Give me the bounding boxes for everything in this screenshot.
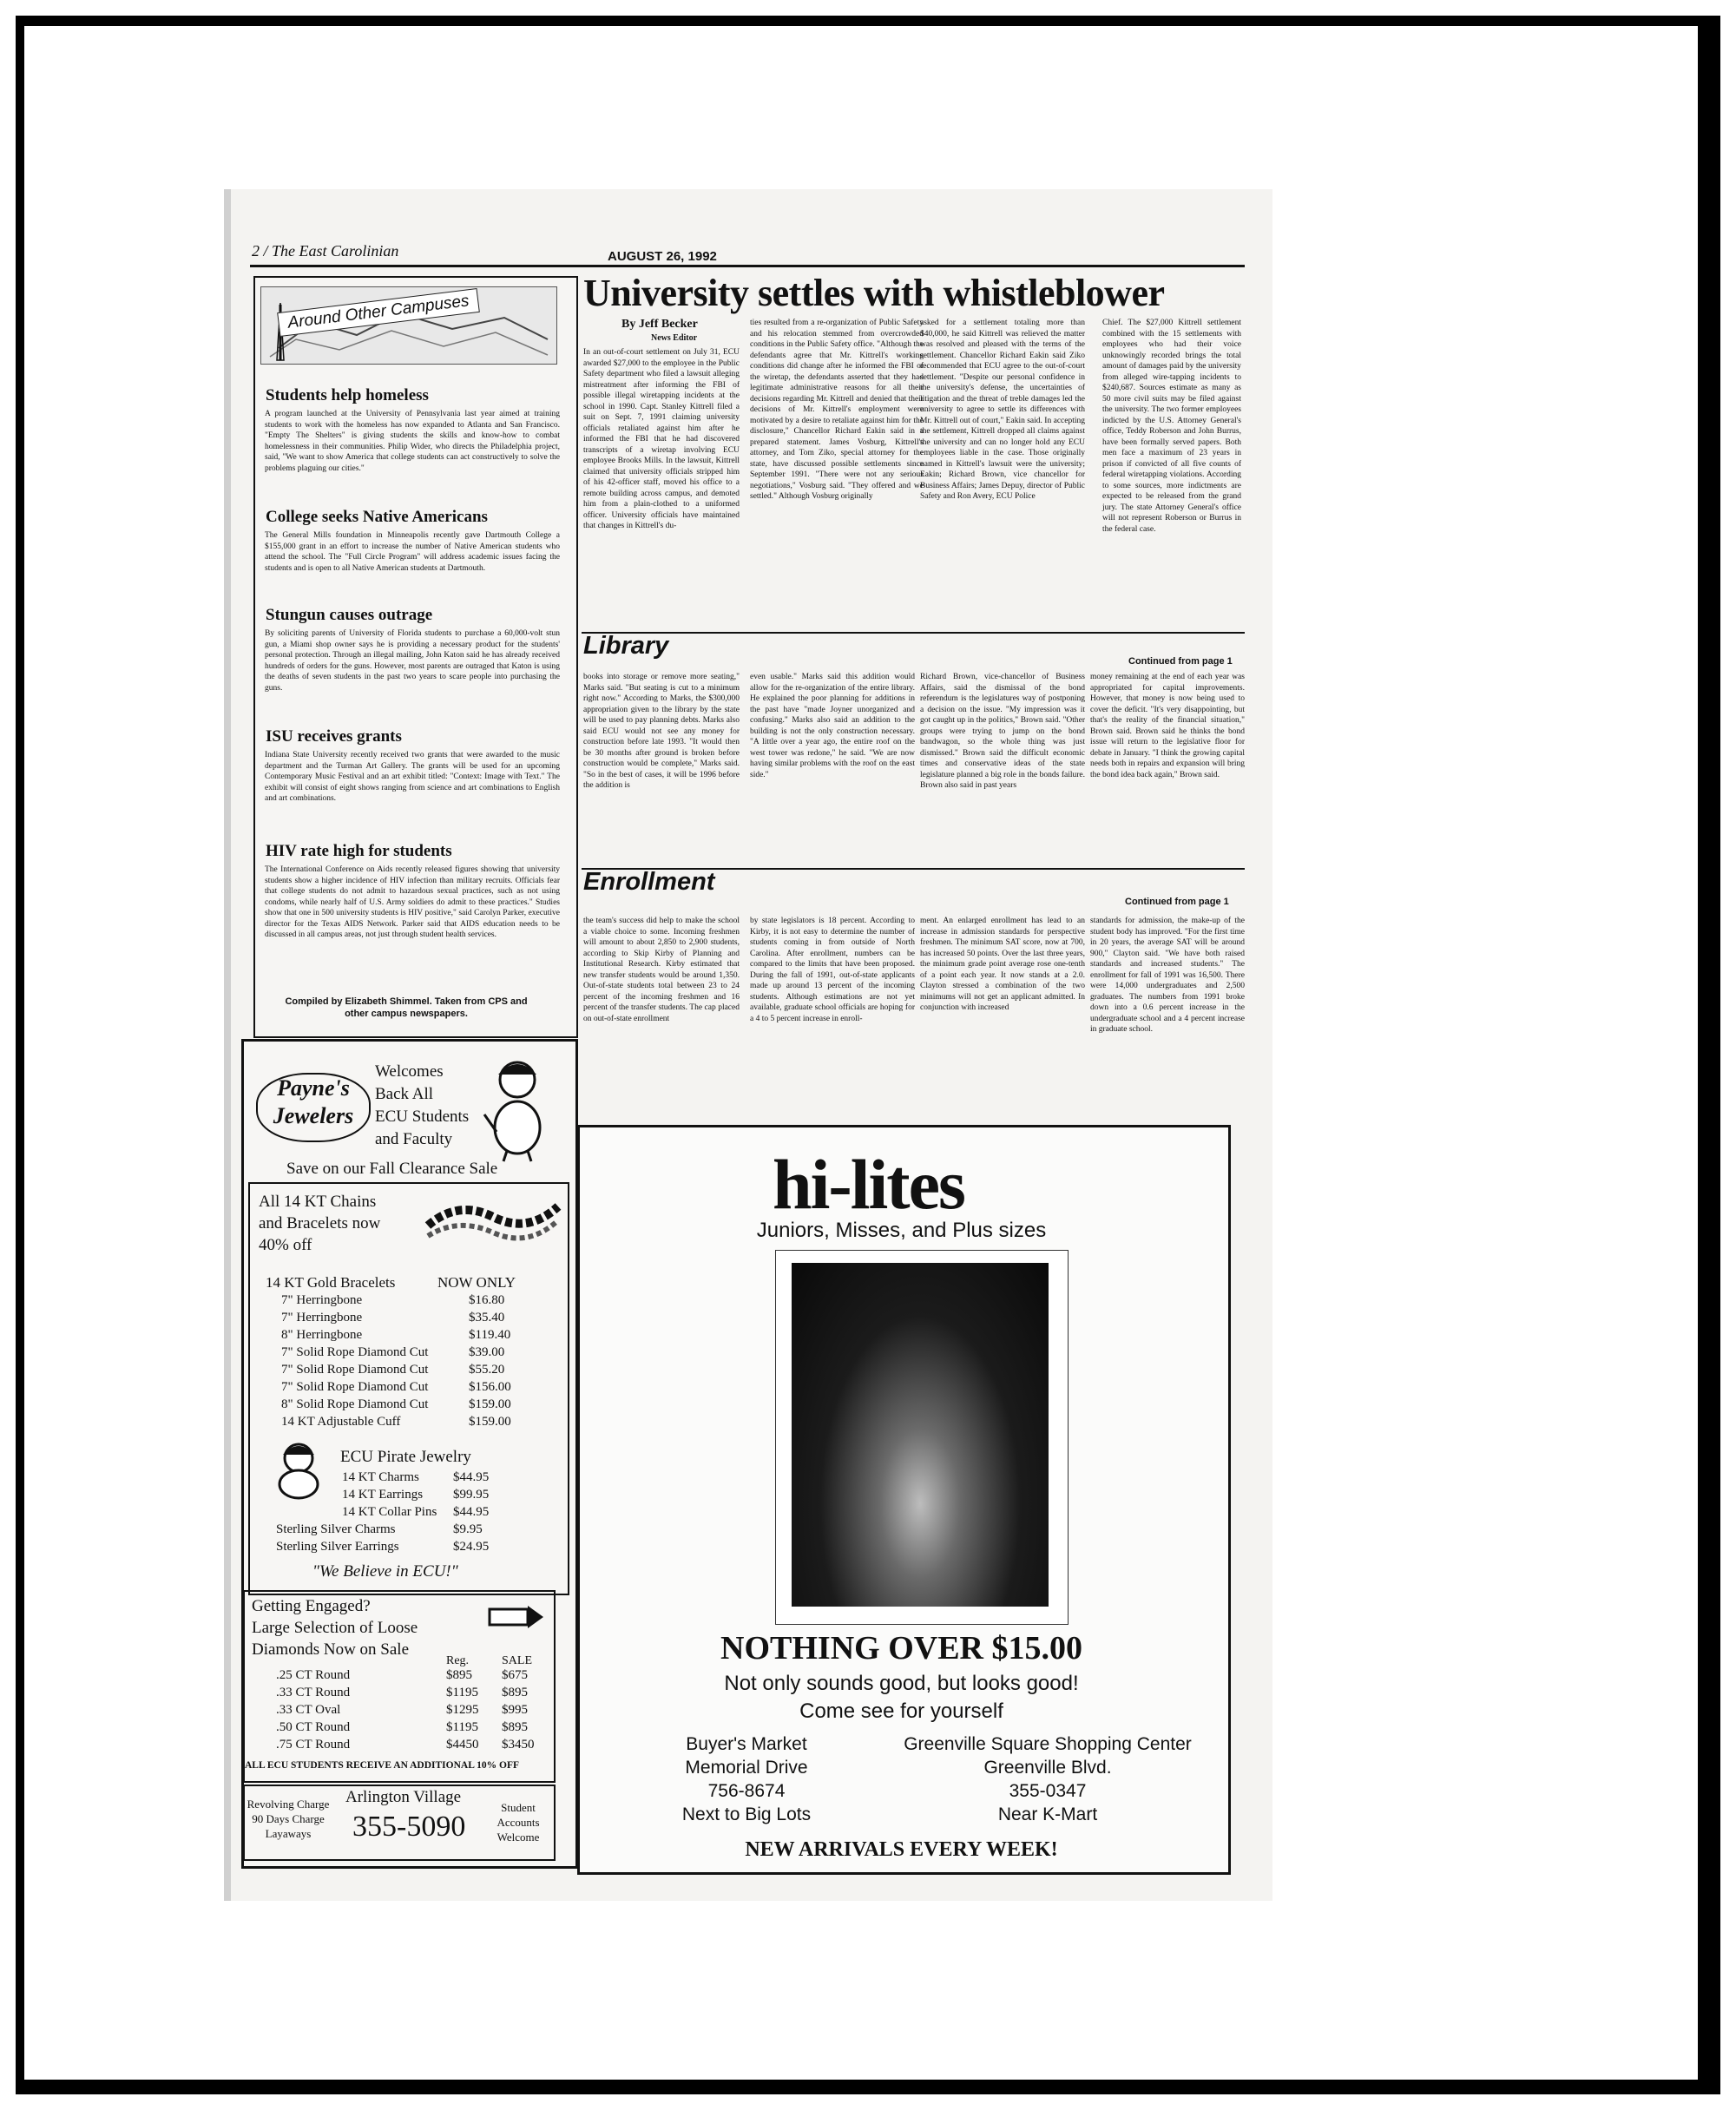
article-column: In an out-of-court settlement on July 31, ECU awarded $27,000 to the employee in the Public Safety department who filed a lawsuit alleging mistreatment after informing the FBI of possible illegal wiretapping incidents at the school in 1990. Capt. Stanley Kittrell filed a suit on Sept. 7, 1991 claiming university officials retaliated against him after he informed the FBI that he had discovered transcripts of a wiretap involving ECU employee Brooks Mills. In the lawsuit, Kittrell claimed that university officials stripped him of his 42-officer staff, moved his office to a remote building across campus, and demoted him from a plain-clothed to a uniformed officer. University officials have maintained that changes in Kittrell's du- — [583, 348, 740, 530]
location-line: 756-8674 — [707, 1781, 786, 1801]
header-rule — [250, 265, 1245, 267]
sidebar-credit: Compiled by Elizabeth Shimmel. Taken from CPS and other campus newspapers. — [285, 996, 528, 1019]
article-column: asked for a settlement totaling more than $40,000, he said Kittrell was relieved the matter was resolved and pleased with the terms of the settlement. Chancellor Richard Eakin said Ziko recommended that ECU agree to the out-of-court settlement. "Despite our personal confidence in the university's defense, the uncertainties of litigation and the threat of treble damages led the university to agree to settle its differences with Mr. Kittrell out of court," Eakin said. In accepting the settlement, Kittrell dropped all claims against the university and can no longer hold any ECU employees liable in the case. Those originally named in Kittrell's lawsuit were the university; Eakin; Richard Brown, vice chancellor for Business Affairs; James Depuy, director of Public Safety and Ron Avery, ECU Police — [920, 319, 1085, 501]
article-column: ties resulted from a re-organization of Public Safety and his relocation stemmed from overcrowded conditions in the Public Safety office. "Although the defendants agree that Mr. Kittrell's working conditions did change after he informed the FBI of the wiretap, the defendants asserted that they had legitimate administrative reasons for all their decisions regarding Mr. Kittrell and denied that their decisions of Mr. Kittrell's employment were motivated by a desire to retaliate against him for the disclosure," Chancellor Richard Eakin said in a prepared statement. James Vosburg, Kittrell's attorney, and Tom Ziko, special attorney for the state, have discussed possible settlements since September 1991. "There were not any serious negotiations," Vosburg said. "They offered and we settled." Although Vosburg originally — [750, 319, 924, 501]
diamond-item: .33 CT Round — [276, 1686, 351, 1699]
pirate-item: Sterling Silver Earrings — [276, 1540, 399, 1554]
chains-line: and Bracelets now — [259, 1214, 381, 1232]
bracelet-price: $35.40 — [469, 1311, 505, 1325]
enrollment-title: Enrollment — [583, 868, 715, 896]
buyers-market-location — [642, 1732, 851, 1826]
diamond-reg: $1195 — [446, 1686, 478, 1699]
bracelet-price: $16.80 — [469, 1293, 505, 1307]
chains-offer — [259, 1191, 380, 1256]
chains-line: All 14 KT Chains — [259, 1193, 377, 1211]
sale-column-label: SALE — [502, 1654, 532, 1667]
pirate-jewelry-heading: ECU Pirate Jewelry — [340, 1448, 471, 1466]
enrollment-column: by state legislators is 18 percent. According to Kirby, it is not easy to determine the number of students coming in from outside of North Carolina. After enrollment, numbers can be compared to the limits that have been proposed. During the fall of 1991, out-of-state applicants made up around 13 percent of the incoming students. Although estimations are not yet available, graduate school officials are hoping for a 4 to 5 percent increase in enroll- — [750, 917, 915, 1023]
student-discount: ALL ECU STUDENTS RECEIVE AN ADDITIONAL 10% OFF — [245, 1760, 519, 1771]
sidebar-headline: HIV rate high for students — [266, 842, 452, 860]
hilites-invite: Come see for yourself — [799, 1699, 1003, 1723]
sidebar-story: Indiana State University recently received two grants that were awarded to the music department and the Turman Art Gallery. The grants will be used for an upcoming Contemporary Music Festival and an art exhibit titled: "Context: Image with Text." The exhibit will consist of eight shows ranging from science and art combinations to English and art combinations. — [265, 751, 560, 803]
reg-column-label: Reg. — [446, 1654, 470, 1667]
article-byline-role: News Editor — [651, 333, 698, 343]
hilites-sizes: Juniors, Misses, and Plus sizes — [756, 1219, 1047, 1242]
pirate-price: $9.95 — [453, 1522, 483, 1536]
location-line: Near K-Mart — [997, 1804, 1098, 1824]
location-line: Greenville Blvd. — [983, 1758, 1112, 1778]
pirate-price: $24.95 — [453, 1540, 490, 1554]
store-phone: 355-5090 — [352, 1811, 466, 1843]
welcome-line: ECU Students — [375, 1108, 470, 1126]
charge-line: 90 Days Charge — [252, 1812, 325, 1825]
hilites-tagline: Not only sounds good, but looks good! — [724, 1672, 1079, 1695]
bracelet-price: $156.00 — [469, 1380, 511, 1394]
bracelet-item: 8" Herringbone — [281, 1328, 363, 1342]
pirate-price: $99.95 — [453, 1488, 490, 1502]
chains-line: 40% off — [259, 1236, 312, 1254]
diamond-item: .75 CT Round — [276, 1738, 351, 1752]
bracelet-item: 7" Solid Rope Diamond Cut — [281, 1380, 429, 1394]
enrollment-continued: Continued from page 1 — [1125, 897, 1229, 907]
sidebar-story: By soliciting parents of University of Florida students to purchase a 60,000-volt stun gun, a Miami shop owner says he is providing a necessary product for the students' personal protection. Through an illegal mailing, John Katon said he has already received hundreds of orders for the guns. However, most parents are outraged that Katon is using the deaths of seven students in the past two years to scare people into purchasing the guns. — [265, 629, 560, 693]
student-accounts — [488, 1800, 549, 1844]
library-column: money remaining at the end of each year was appropriated for capital improvements. However, that money is now being used to cover the deficit. "It's very disappointing, but that's the reality of the financial situation," Brown said. Brown said he thinks the bond issue will return to the legislative floor for debate in January. "I think the growing capital needs both in repairs and expansion will bring the bond idea back again," Brown said. — [1090, 673, 1245, 779]
accounts-line: Student — [501, 1801, 536, 1814]
paynes-logo: Payne's Jewelers — [256, 1073, 371, 1142]
bracelet-price: $39.00 — [469, 1345, 505, 1359]
hilites-logo: hi-lites — [773, 1145, 964, 1224]
paynes-sale: Save on our Fall Clearance Sale — [286, 1160, 498, 1178]
article-byline: By Jeff Becker — [621, 318, 698, 331]
diamond-item: .33 CT Oval — [276, 1703, 341, 1717]
gold-chain-icon — [424, 1191, 562, 1252]
campus-banner-title: Around Other Campuses — [277, 288, 480, 337]
pirate-item: 14 KT Charms — [342, 1470, 419, 1484]
bracelet-item: 8" Solid Rope Diamond Cut — [281, 1397, 429, 1411]
diamond-reg: $4450 — [446, 1738, 479, 1752]
engaged-line: Diamonds Now on Sale — [252, 1640, 410, 1659]
article-column: Chief. The $27,000 Kittrell settlement combined with the 15 settlements with employees who had their voice unknowingly recorded brings the total amount of damages paid by the university from alleged wire-tapping incidents to $240,687. Sources estimate as many as 50 more civil suits may be filed against the university. The two former employees indicted by the U.S. Attorney General's office, Teddy Roberson and John Burrus, have been formally served papers. Both men face a maximum of 23 years in prison if convicted of all five counts of federal wiretapping violations. According to some sources, more indictments are expected to be released from the grand jury. The state Attorney General's office will not represent Roberson or Burrus in the federal case. — [1102, 319, 1241, 534]
sidebar-story: A program launched at the University of Pennsylvania last year aimed at training students to work with the homeless has now expanded to Atlanta and San Francisco. "Empty The Shelters" is giving students the skills and know-how to combat homelessness in their communities. Philip Wider, who directs the Philadelphia project, said, "We want to show America that college students can act constructively to solve the problems plaguing our cities." — [265, 410, 560, 473]
pirate-mascot-icon — [266, 1439, 333, 1500]
welcome-line: Welcomes — [375, 1062, 444, 1081]
bracelet-price: $159.00 — [469, 1397, 511, 1411]
pirate-item: 14 KT Collar Pins — [342, 1505, 437, 1519]
engaged-offer — [252, 1595, 418, 1660]
charge-options — [247, 1797, 330, 1841]
accounts-line: Accounts — [496, 1816, 540, 1829]
paynes-slogan: "We Believe in ECU!" — [312, 1562, 458, 1581]
sidebar-headline: Students help homeless — [266, 386, 429, 404]
diamond-sale: $3450 — [502, 1738, 535, 1752]
engaged-line: Getting Engaged? — [252, 1597, 371, 1615]
enrollment-column: standards for admission, the make-up of the student body has improved. "For the first time in 20 years, the average SAT will be around 900," Clayton said. "We have both raised standards and increased students." The enrollment for fall of 1991 was 16,500. There were 14,000 undergraduates and 2,500 graduates. The numbers from 1991 broke down into a 0.6 percent increase in the undergraduate school and a 4 percent increase in graduate school. — [1090, 917, 1245, 1034]
page-header — [252, 242, 398, 260]
library-column: Richard Brown, vice-chancellor of Business Affairs, said the dismissal of the bond referendum is the legislatures way of postponing a decision on the issue. "My impression was it got caught up in the politics," Brown said. "Other groups were trying to jump on the bond bandwagon, so the whole thing was just dismissed." Brown said the difficult economic times and conservative ideas of the state legislature planned a big role in the bonds failure. Brown also said in past years — [920, 673, 1085, 790]
diamond-reg: $1195 — [446, 1720, 478, 1734]
paper-name: The East Carolinian — [272, 242, 399, 260]
diamond-sale: $675 — [502, 1668, 528, 1682]
location-line: Greenville Square Shopping Center — [904, 1734, 1192, 1754]
hilites-headline: NOTHING OVER $15.00 — [720, 1630, 1082, 1666]
greenville-square-location — [878, 1732, 1217, 1826]
issue-date: AUGUST 26, 1992 — [608, 249, 717, 264]
pirate-mascot-icon — [483, 1054, 552, 1162]
library-continued: Continued from page 1 — [1128, 656, 1233, 667]
bracelet-item: 7" Solid Rope Diamond Cut — [281, 1363, 429, 1377]
diamond-sale: $895 — [502, 1686, 528, 1699]
sidebar-story: The International Conference on Aids recently released figures showing that university students show a higher incidence of HIV infection than military recruits. Officials fear that college students do not admit to hazardous sexual practices, such as not using condoms, while nearly half of U.S. Army soldiers do admit to these practices." Studies show that one in 500 university students is HIV positive," said Carolyn Parker, executive director for the Texas AIDS Network. Parker said that AIDS education needs to be discussed in all campus areas, not just through student health services. — [265, 865, 560, 939]
pirate-price: $44.95 — [453, 1470, 490, 1484]
bracelet-price: $55.20 — [469, 1363, 505, 1377]
sidebar-headline: Stungun causes outrage — [266, 606, 433, 624]
bracelet-item: 14 KT Adjustable Cuff — [281, 1415, 401, 1429]
pirate-item: 14 KT Earrings — [342, 1488, 424, 1502]
diamond-sale: $995 — [502, 1703, 528, 1717]
bracelets-heading: 14 KT Gold Bracelets — [266, 1274, 396, 1291]
location-line: 355-0347 — [1009, 1781, 1087, 1801]
sidebar-story: The General Mills foundation in Minneapolis recently gave Dartmouth College a $155,000 grant in an effort to increase the number of Native American students who attend the school. The "Full Circle Program" will address academic issues facing the students and is open to all Native American students at Dartmouth. — [265, 531, 560, 573]
bracelet-item: 7" Herringbone — [281, 1293, 363, 1307]
now-only-label: NOW ONLY — [437, 1274, 516, 1291]
hilites-footer: NEW ARRIVALS EVERY WEEK! — [745, 1838, 1058, 1861]
pirate-item: Sterling Silver Charms — [276, 1522, 396, 1536]
charge-line: Revolving Charge — [247, 1798, 330, 1811]
diamond-sale: $895 — [502, 1720, 528, 1734]
bracelet-price: $119.40 — [469, 1328, 511, 1342]
welcome-line: and Faculty — [375, 1130, 453, 1148]
location-line: Buyer's Market — [686, 1734, 807, 1754]
bracelet-item: 7" Solid Rope Diamond Cut — [281, 1345, 429, 1359]
enrollment-column: the team's success did help to make the school a viable choice to some. Incoming freshmen will amount to about 2,850 to 2,900 students, according to Skip Kirby of Planning and Institutional Research. Kirby estimated that new transfer students would be around 1,350. Out-of-state students total between 23 to 24 percent of the incoming freshmen and 16 percent of the transfer students. The cap placed on out-of-state enrollment — [583, 917, 740, 1023]
diamond-item: .50 CT Round — [276, 1720, 351, 1734]
diamond-item: .25 CT Round — [276, 1668, 351, 1682]
library-column: books into storage or remove more seating," Marks said. "But seating is cut to a minimum right now." According to Marks, the $300,000 appropriation given to the library by the state will be used to pay planning debts. Marks also said ECU would not see any money for construction before late 1993. "It would then be 30 months after ground is broken before construction would be complete," Marks said. "So in the best of cases, it will be 1996 before the addition is — [583, 673, 740, 790]
paynes-welcome — [375, 1061, 469, 1151]
page-number: 2 / — [252, 242, 268, 260]
enrollment-column: ment. An enlarged enrollment has lead to an increase in admission standards for perspective freshmen. The minimum SAT score, now at 700, has increased 50 points. Over the last three years, the minimum grade point average rose one-tenth of a point each year. It now stands at a 2.0. Clayton stressed a combination of the two minimums will not get an applicant admitted. In conjunction with increased — [920, 917, 1085, 1012]
charge-line: Layaways — [265, 1827, 312, 1840]
sidebar-headline: ISU receives grants — [266, 727, 402, 746]
fountain-photo — [792, 1263, 1049, 1607]
welcome-line: Back All — [375, 1085, 434, 1103]
location-line: Next to Big Lots — [681, 1804, 812, 1824]
location-line: Memorial Drive — [685, 1758, 808, 1778]
engaged-line: Large Selection of Loose — [252, 1619, 418, 1637]
library-rule — [582, 632, 1245, 634]
article-headline: University settles with whistleblower — [583, 272, 1165, 314]
diamond-reg: $895 — [446, 1668, 472, 1682]
bracelet-item: 7" Herringbone — [281, 1311, 363, 1325]
sidebar-headline: College seeks Native Americans — [266, 508, 488, 526]
bracelet-price: $159.00 — [469, 1415, 511, 1429]
library-title: Library — [583, 632, 669, 660]
store-location: Arlington Village — [345, 1788, 462, 1806]
library-column: even usable." Marks said this addition would allow for the re-organization of the entire library. He explained the poor planning for additions in the past have "made Joyner unorganized and confusing." Marks also said an addition to the building is not the only construction necessary. "A little over a year ago, the entire roof on the west tower was redone," he said. "We are now having similar problems with the roof on the east side." — [750, 673, 915, 779]
pirate-price: $44.95 — [453, 1505, 490, 1519]
diamond-ring-icon — [486, 1597, 549, 1635]
diamond-reg: $1295 — [446, 1703, 479, 1717]
accounts-line: Welcome — [496, 1831, 540, 1844]
